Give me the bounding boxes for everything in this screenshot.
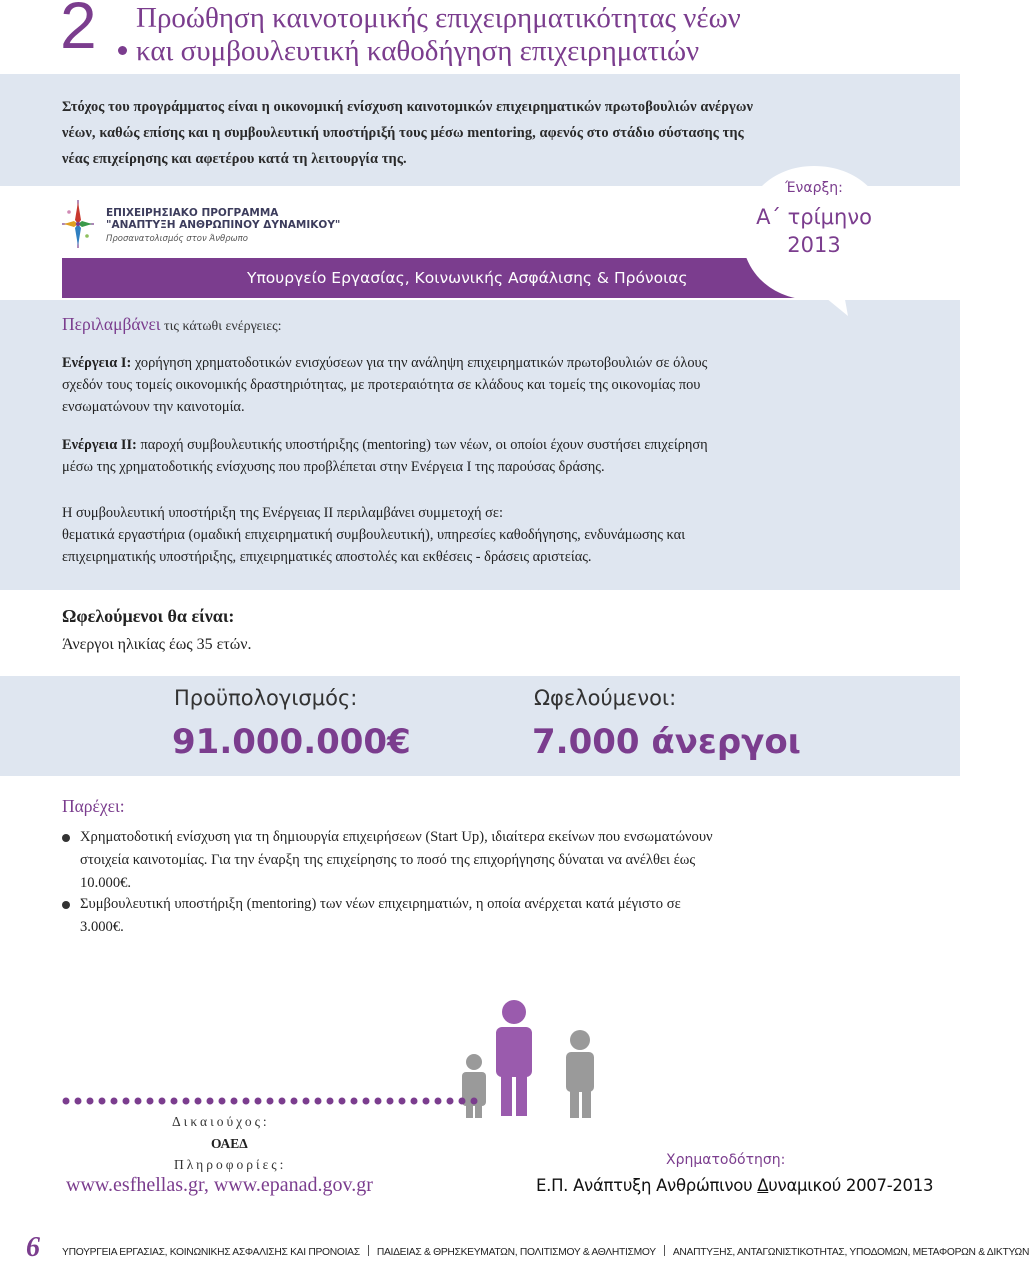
footer-item: ΑΝΑΠΤΥΞΗΣ, ΑΝΤΑΓΩΝΙΣΤΙΚΟΤΗΤΑΣ, ΥΠΟΔΟΜΩΝ, ΜΕΤΑΦΟΡΩΝ & ΔΙΚΤΥΩΝ (672, 1247, 1029, 1258)
bullet-icon (62, 834, 70, 842)
footer-separator (368, 1245, 369, 1256)
intro-line: Στόχος του προγράμματος είναι η οικονομική ενίσχυση καινοτομικών επιχειρηματικών πρωτοβουλιών ανέργων (62, 99, 754, 115)
funding-value-part: υναμικού 2007-2013 (768, 1176, 934, 1195)
beneficiaries-heading: Ωφελούμενοι θα είναι: (62, 606, 235, 626)
info-label: Πληροφορίες: (174, 1157, 287, 1172)
funding-label: Χρηματοδότηση: (666, 1152, 786, 1168)
dotted-separator (62, 1096, 482, 1106)
bullet-line: 3.000€. (80, 919, 124, 935)
start-quarter: Α΄ τρίμηνο (756, 205, 872, 229)
action2-line: μέσω της χρηματοδοτικής ενίσχυσης που προβλέπεται στην Ενέργεια Ι της παρούσας δράσης. (62, 459, 605, 475)
section-number: 2 (60, 0, 97, 62)
page-title (136, 2, 741, 68)
budget-value: 91.000.000€ (172, 722, 411, 762)
beneficiaries-value: Άνεργοι ηλικίας έως 35 ετών. (62, 636, 252, 653)
action1-paragraph (62, 352, 902, 418)
action2-label: Ενέργεια ΙΙ: (62, 437, 137, 453)
funding-value-part: Ε.Π. Ανάπτυξη Ανθρώπινου (536, 1176, 758, 1195)
logo-tagline: Προσανατολισμός στον Άνθρωπο (106, 234, 248, 244)
logo-title-line1: ΕΠΙΧΕΙΡΗΣΙΑΚΟ ΠΡΟΓΡΑΜΜΑ (106, 207, 279, 219)
bullet-line: στοιχεία καινοτομίας. Για την έναρξη της επιχείρησης το ποσό της επιχορήγησης δύναται να ανέλθει έως (80, 852, 696, 868)
start-value (740, 203, 888, 259)
provides-bullet-2 (62, 893, 902, 939)
support-line: Η συμβουλευτική υποστήριξη της Ενέργειας ΙΙ περιλαμβάνει συμμετοχή σε: (62, 505, 503, 521)
footer-separator (664, 1245, 665, 1256)
beneficiary-org-value: ΟΑΕΔ (211, 1136, 248, 1151)
beneficiaries-count-value: 7.000 άνεργοι (532, 722, 801, 762)
footer-item: ΠΑΙΔΕΙΑΣ & ΘΡΗΣΚΕΥΜΑΤΩΝ, ΠΟΛΙΤΙΣΜΟΥ & ΑΘΛΗΤΙΣΜΟΥ (376, 1247, 656, 1258)
budget-label: Προϋπολογισμός: (174, 686, 358, 710)
funding-value-part: Δ (757, 1176, 769, 1195)
logo-title-line2: "ΑΝΑΠΤΥΞΗ ΑΝΘΡΩΠΙΝΟΥ ΔΥΝΑΜΙΚΟΥ" (106, 219, 341, 231)
footer-ministries (62, 1245, 1029, 1258)
support-line: θεματικά εργαστήρια (ομαδική επιχειρηματική συμβουλευτική), υπηρεσίες καθοδήγησης, ενδυνάμωσης και (62, 527, 686, 543)
ministry-banner: Υπουργείο Εργασίας, Κοινωνικής Ασφάλισης & Πρόνοιας (62, 258, 836, 298)
footer-item: ΥΠΟΥΡΓΕΙΑ ΕΡΓΑΣΙΑΣ, ΚΟΙΝΩΝΙΚΗΣ ΑΣΦΑΛΙΣΗΣ ΚΑΙ ΠΡΟΝΟΙΑΣ (62, 1247, 360, 1258)
beneficiary-org-label: Δικαιούχος: (172, 1114, 270, 1129)
action1-label: Ενέργεια Ι: (62, 355, 132, 371)
section-number-dot (118, 46, 127, 55)
action2-line: παροχή συμβουλευτικής υποστήριξης (mentoring) των νέων, οι οποίοι έχουν συστήσει επιχείρηση (136, 437, 708, 453)
bullet-line: 10.000€. (80, 875, 132, 891)
action1-line: χορήγηση χρηματοδοτικών ενισχύσεων για την ανάληψη επιχειρηματικών πρωτοβουλιών σε όλους (131, 355, 708, 371)
support-line: επιχειρηματικής υποστήριξης, επιχειρηματικές αποστολές και εκθέσεις - δράσεις αριστείας. (62, 549, 592, 565)
start-label: Έναρξη: (785, 180, 843, 196)
funding-value (536, 1176, 933, 1195)
intro-line: νέας επιχείρησης και αφετέρου κατά τη λειτουργία της. (62, 151, 407, 167)
bullet-line: Συμβουλευτική υποστήριξη (mentoring) των νέων επιχειρηματιών, η οποία ανέρχεται κατά μέγιστο σε (80, 896, 681, 912)
beneficiaries-count-label: Ωφελούμενοι: (534, 686, 677, 710)
info-links[interactable]: www.esfhellas.gr, www.epanad.gov.gr (66, 1174, 373, 1196)
action1-line: σχεδόν τους τομείς οικονομικής δραστηριότητας, με προτεραιότητα σε κλάδους και τομείς της οικονομίας που (62, 377, 701, 393)
support-paragraph (62, 502, 902, 568)
includes-heading (62, 314, 282, 335)
bullet-line: Χρηματοδοτική ενίσχυση για τη δημιουργία επιχειρήσεων (Start Up), ιδιαίτερα εκείνων που ενσωματώνουν (80, 829, 713, 845)
start-year: 2013 (787, 233, 841, 257)
stats-panel (0, 676, 960, 776)
provides-bullet-1 (62, 826, 902, 895)
page-title-line2: και συμβουλευτική καθοδήγηση επιχειρηματιών (136, 35, 700, 67)
program-logo-icon (60, 198, 96, 250)
action2-paragraph (62, 434, 902, 478)
intro-line: νέων, καθώς επίσης και η συμβουλευτική υποστήριξή τους μέσω mentoring, αφενός στο στάδιο σύστασης της (62, 125, 744, 141)
includes-rest: τις κάτωθι ενέργειες: (160, 319, 282, 334)
bullet-icon (62, 901, 70, 909)
page-number: 6 (26, 1232, 40, 1263)
provides-heading: Παρέχει: (62, 796, 125, 816)
action1-line: ενσωματώνουν την καινοτομία. (62, 399, 245, 415)
includes-head: Περιλαμβάνει (62, 314, 161, 334)
page-title-line1: Προώθηση καινοτομικής επιχειρηματικότητας νέων (136, 2, 741, 34)
